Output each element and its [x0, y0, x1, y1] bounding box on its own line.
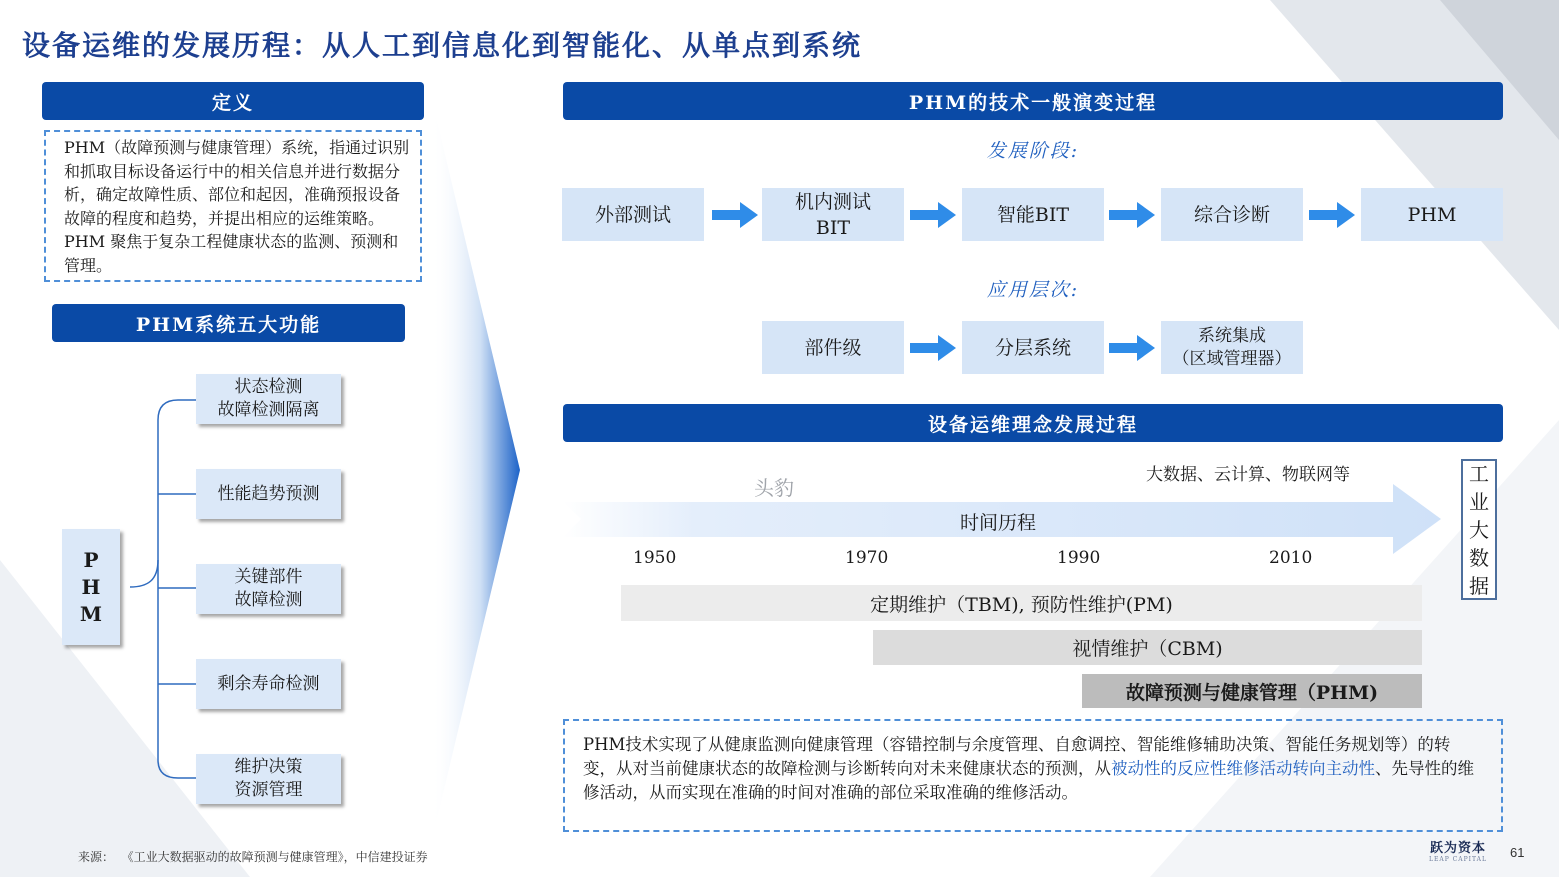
logo-subtext: LEAP CAPITAL	[1429, 856, 1487, 863]
function-maintenance-decision: 维护决策 资源管理	[196, 754, 341, 804]
summary-note	[563, 719, 1503, 832]
level-layered-system: 分层系统	[962, 321, 1104, 374]
industrial-big-data-box	[1461, 459, 1497, 600]
functions-header: PHM系统五大功能	[52, 304, 405, 342]
stage-smart-bit: 智能BIT	[962, 188, 1104, 241]
year-label: 1950	[633, 548, 677, 568]
maintenance-bar-tbm: 定期维护（TBM), 预防性维护(PM)	[621, 585, 1422, 621]
phm-root-box	[62, 529, 120, 645]
maintenance-bar-phm: 故障预测与健康管理（PHM)	[1082, 674, 1422, 708]
year-label: 1990	[1057, 548, 1101, 568]
arrow-right-icon	[1309, 202, 1355, 228]
page-number: 61	[1510, 845, 1525, 860]
company-logo	[1425, 843, 1491, 865]
stage-phm: PHM	[1361, 188, 1503, 241]
level-title: 应用层次:	[986, 279, 1080, 301]
vertical-char: 据	[1469, 573, 1489, 598]
evolution-header: PHM的技术一般演变过程	[563, 82, 1503, 120]
phm-letter: H	[81, 574, 101, 599]
timeline-label: 时间历程	[960, 512, 1037, 534]
vertical-char: 业	[1469, 489, 1489, 514]
level-component: 部件级	[762, 321, 904, 374]
function-remaining-life: 剩余寿命检测	[196, 659, 341, 709]
stage-bit: 机内测试 BIT	[762, 188, 904, 241]
arrow-right-icon	[712, 202, 758, 228]
arrow-right-icon	[910, 202, 956, 228]
phm-letter: M	[79, 601, 103, 626]
level-system-integration: 系统集成 （区域管理器）	[1161, 321, 1303, 374]
definition-header: 定义	[42, 82, 424, 120]
maintenance-bar-cbm: 视情维护（CBM)	[873, 630, 1422, 665]
vertical-char: 大	[1469, 517, 1489, 542]
logo-text: 跃为资本	[1429, 841, 1486, 856]
definition-text: PHM（故障预测与健康管理）系统，指通过识别和抓取目标设备运行中的相关信息并进行数据分析，确定故障性质、部位和起因，准确预报设备故障的程度和趋势，并提出相应的运维策略。PHM 聚焦于复杂工程健康状态的监测、预测和管理。	[44, 130, 422, 282]
arrow-right-icon	[1109, 202, 1155, 228]
tech-label: 大数据、云计算、物联网等	[1146, 465, 1350, 485]
watermark: 头豹	[754, 476, 794, 500]
stage-integrated-diagnosis: 综合诊断	[1161, 188, 1303, 241]
page-title: 设备运维的发展历程：从人工到信息化到智能化、从单点到系统	[22, 29, 863, 62]
note-text: 、先导性的维修活动，从而实现在准确的时间对准确的部位采取准确的维修活动。	[583, 759, 1474, 802]
concept-header: 设备运维理念发展过程	[563, 404, 1503, 442]
tree-connector	[118, 390, 198, 790]
arrow-right-icon	[1109, 335, 1155, 361]
vertical-char: 工	[1469, 461, 1489, 486]
note-text: PHM技术实现了从健康监测向健康管理（容错控制与余度管理、自愈调控、智能维修辅助决策、智能任务规划等）的转变，从对当前健康状态的故障检测与诊断转向对未来健康状态的预测，从	[583, 735, 1451, 778]
arrow-right-icon	[910, 335, 956, 361]
year-label: 2010	[1269, 548, 1313, 568]
function-status-detection: 状态检测 故障检测隔离	[196, 374, 341, 424]
source-citation: 来源： 《工业大数据驱动的故障预测与健康管理》，中信建投证券	[78, 850, 428, 864]
function-performance-trend: 性能趋势预测	[196, 469, 341, 519]
phm-letter: P	[83, 547, 99, 572]
function-key-component: 关键部件 故障检测	[196, 564, 341, 614]
stage-external-test: 外部测试	[562, 188, 704, 241]
stage-title: 发展阶段:	[986, 140, 1080, 162]
year-label: 1970	[845, 548, 889, 568]
note-highlight: 被动性的反应性维修活动转向主动性	[1111, 759, 1375, 778]
vertical-char: 数	[1469, 545, 1489, 570]
